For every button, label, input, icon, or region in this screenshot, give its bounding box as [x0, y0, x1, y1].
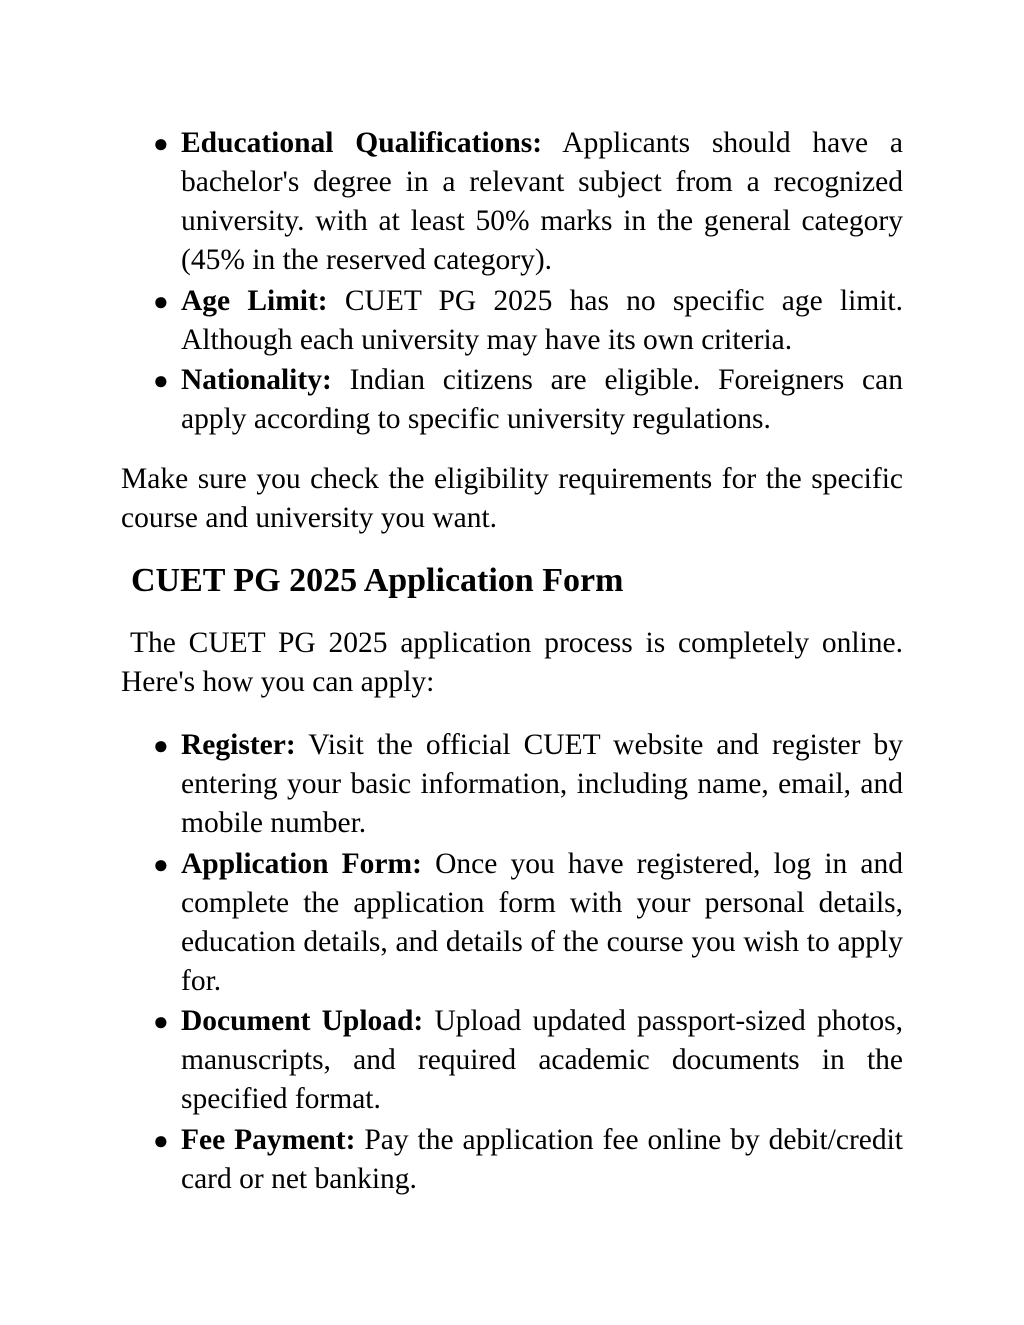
item-label: Document Upload: — [181, 1005, 424, 1037]
item-text: Applicants should have a bachelor's degree in a relevant subject from a recognized university. with at least 50% marks in the general category (45% in the reserved category). — [181, 127, 903, 276]
bullet-icon: ● — [153, 1007, 169, 1036]
item-label: Age Limit: — [181, 284, 328, 317]
list-item — [121, 361, 903, 439]
list-item — [121, 282, 903, 360]
bullet-icon: ● — [153, 1125, 169, 1155]
list-item — [121, 1002, 903, 1119]
bullet-icon: ● — [153, 129, 169, 158]
item-text: CUET PG 2025 has no specific age limit. Although each university may have its own criteria. — [181, 284, 903, 356]
item-label: Application Form: — [181, 847, 422, 880]
item-text: Indian citizens are eligible. Foreigners can apply according to specific university regulations. — [181, 364, 903, 435]
item-text: Pay the application fee online by debit/credit card or net banking. — [181, 1123, 903, 1195]
bullet-icon: ● — [153, 849, 169, 879]
application-steps-list — [121, 726, 903, 1199]
list-item — [121, 1121, 903, 1199]
item-text: Once you have registered, log in and complete the application form with your personal details, education details, and details of the course you wish to apply for. — [181, 847, 903, 997]
eligibility-list — [121, 124, 903, 439]
bullet-icon: ● — [153, 731, 169, 760]
eligibility-note: Make sure you check the eligibility requirements for the specific course and university you want. — [121, 463, 903, 534]
item-text: Visit the official CUET website and register by entering your basic information, including name, email, and mobile number. — [181, 729, 903, 839]
item-label: Educational Qualifications: — [181, 127, 543, 159]
item-label: Nationality: — [181, 364, 332, 396]
list-item — [121, 726, 903, 843]
application-intro: The CUET PG 2025 application process is completely online. Here's how you can apply: — [121, 627, 903, 698]
list-item — [121, 845, 903, 1001]
bullet-icon: ● — [153, 286, 169, 316]
list-item — [121, 124, 903, 280]
item-text: Upload updated passport-sized photos, manuscripts, and required academic documents in the specified format. — [181, 1005, 903, 1115]
item-label: Fee Payment: — [181, 1123, 356, 1156]
item-label: Register: — [181, 729, 296, 761]
section-heading: CUET PG 2025 Application Form — [131, 562, 624, 599]
document-page — [121, 124, 903, 1200]
bullet-icon: ● — [153, 366, 169, 395]
